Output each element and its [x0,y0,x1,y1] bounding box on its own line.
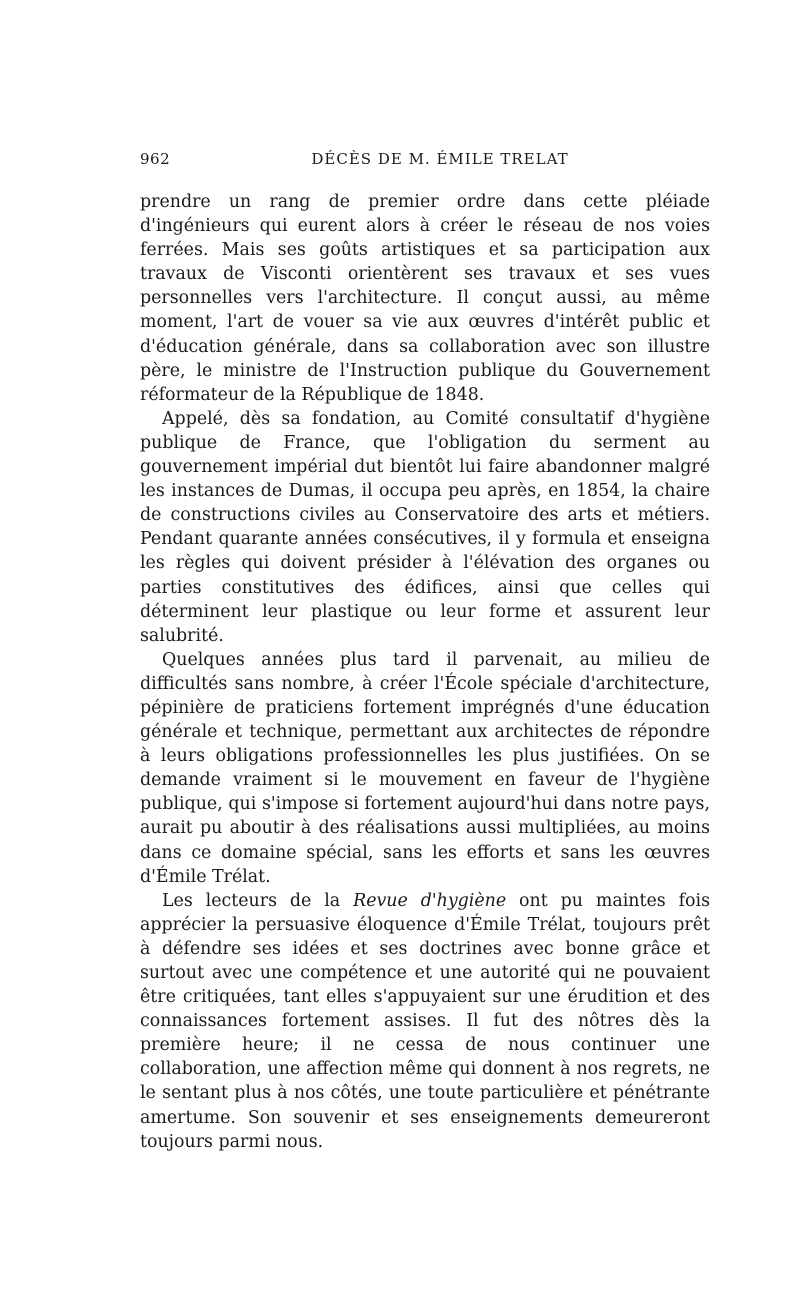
paragraph-2: Appelé, dès sa fondation, au Comité consultatif d'hygiène publique de France, que l'obligation du serment au gouvernement impérial dut bientôt lui faire abandonner malgré les instances de Dumas, il occupa peu après, en 1854, la chaire de constructions civiles au Conservatoire des arts et métiers. Pendant quarante années consécutives, il y formula et enseigna les règles qui doivent présider à l'élévation des organes ou parties constitutives des édifices, ainsi que celles qui déterminent leur plastique ou leur forme et assurent leur salubrité. [140,408,710,646]
page-number: 962 [140,150,171,168]
body-text [140,190,710,1154]
paragraph-3: Quelques années plus tard il parvenait, au milieu de difficultés sans nombre, à créer l'École spéciale d'architecture, pépinière de praticiens fortement imprégnés d'une éducation générale et technique, permettant aux architectes de répondre à leurs obligations professionnelles les plus justifiées. On se demande vraiment si le mouvement en faveur de l'hygiène publique, qui s'impose si fortement aujourd'hui dans notre pays, aurait pu aboutir à des réalisations aussi multipliées, au moins dans ce domaine spécial, sans les efforts et sans les œuvres d'Émile Trélat. [140,649,710,887]
journal-title: Revue d'hygiène [353,890,507,911]
paragraph-4 [140,889,710,1154]
running-title: DÉCÈS DE M. ÉMILE TRELAT [311,150,569,168]
paragraph-4-after: ont pu maintes fois apprécier la persuasive éloquence d'Émile Trélat, toujours prêt à défendre ses idées et ses doctrines avec bonne grâce et surtout avec une compétence et une autorité qui ne pouvaient être critiquées, tant elles s'appuyaient sur une érudition et des connaissances fortement assises. Il fut des nôtres dès la première heure; il ne cessa de nous continuer une collaboration, une affection même qui donnent à nos regrets, ne le sentant plus à nos côtés, une toute particulière et pénétrante amertume. Son souvenir et ses enseignements demeureront toujours parmi nous. [140,890,711,1152]
page-header [140,150,710,172]
paragraph-4-before: Les lecteurs de la [162,890,354,911]
book-page [140,150,710,1154]
paragraph-1: prendre un rang de premier ordre dans cette pléiade d'ingénieurs qui eurent alors à créer le réseau de nos voies ferrées. Mais ses goûts artistiques et sa participation aux travaux de Visconti orientèrent ses travaux et ses vues personnelles vers l'architecture. Il conçut aussi, au même moment, l'art de vouer sa vie aux œuvres d'intérêt public et d'éducation générale, dans sa collaboration avec son illustre père, le ministre de l'Instruction publique du Gouvernement réformateur de la République de 1848. [140,192,710,405]
